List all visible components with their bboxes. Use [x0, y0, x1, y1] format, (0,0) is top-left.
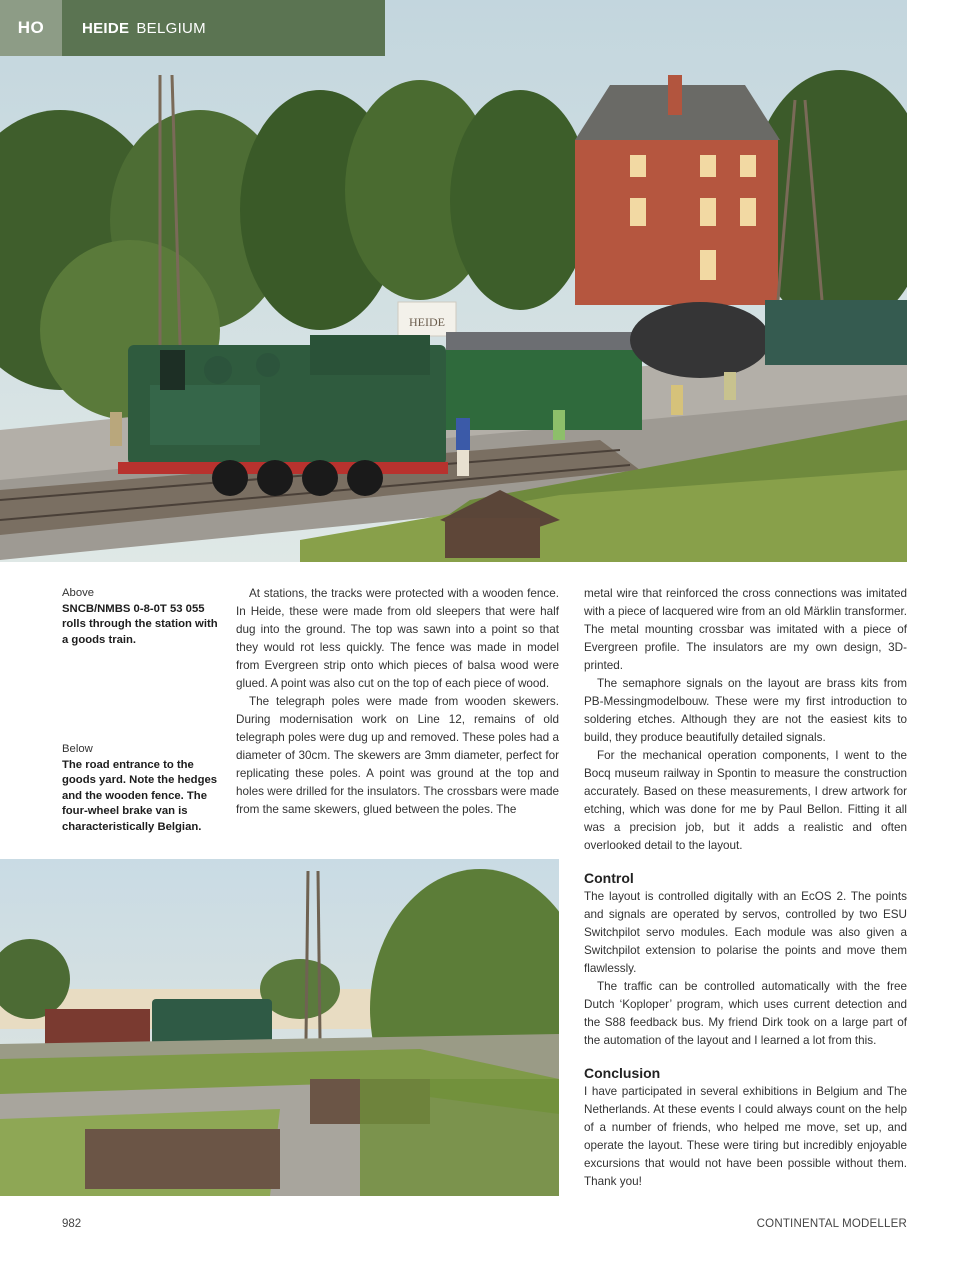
caption-above [62, 586, 222, 648]
layout-title [62, 0, 385, 56]
layout-name: HEIDE [82, 19, 130, 37]
paragraph: At stations, the tracks were protected with a wooden fence. In Heide, these were made from old sleepers that were half dug into the ground. The top was sawn into a point so that they would rot less quickly. The fence was made in model from Evergreen strip onto which pieces of balsa wood were glued. A point was also cut on the top of each piece of wood. [236, 587, 559, 690]
caption-above-text: SNCB/NMBS 0-8-0T 53 055 rolls through the station with a goods train. [62, 602, 218, 646]
paragraph: The telegraph poles were made from wooden skewers. During modernisation work on Line 12, remains of old telegraph poles were dug up and removed. These poles had a diameter of 30cm. The skewers are 3mm diameter, perfect for replicating these poles. A point was ground at the top and holes were drilled for the insulators. The crossbars were made from the same skewers, glued between the poles. The [236, 695, 559, 816]
article-column-right [584, 585, 907, 1191]
scale-tag: HO [0, 0, 62, 56]
paragraph: For the mechanical operation components, I went to the Bocq museum railway in Spontin to measure the construction accurately. Based on these measurements, I drew artwork for etching, which was done for me by Paul Bellon. Fitting it all was a precision job, but it adds a realistic and often overlooked detail to the layout. [584, 749, 907, 852]
paragraph: The semaphore signals on the layout are brass kits from PB-Messingmodelbouw. These were my first introduction to soldering etches. Although they are not the easiest kits to build, they produce beautifully detailed signals. [584, 677, 907, 744]
layout-country: BELGIUM [136, 19, 206, 37]
caption-above-heading: Above [62, 587, 95, 599]
magazine-name: CONTINENTAL MODELLER [756, 1218, 907, 1230]
photo-steam-locomotive-station [0, 0, 907, 562]
station-sign: HEIDE [409, 315, 445, 329]
caption-below-heading: Below [62, 743, 93, 755]
section-heading-control: Control [584, 870, 634, 886]
section-heading-conclusion: Conclusion [584, 1065, 661, 1081]
paragraph: The layout is controlled digitally with an EcOS 2. The points and signals are operated by servos, controlled by two ESU Switchpilot servo modules. Each module was also given a Switchpilot extension to polarise the points and move them flawlessly. [584, 890, 907, 975]
caption-below-text: The road entrance to the goods yard. Note the hedges and the wooden fence. The four-wheel brake van is characteristically Belgian. [62, 758, 218, 833]
paragraph: I have participated in several exhibitions in Belgium and The Netherlands. At these events I could always count on the help of a number of friends, who helped me move, set up, and operate the layout. These were tiring but incredibly enjoyable excursions that would not have been possible without them. Thank you! [584, 1085, 907, 1188]
caption-below [62, 742, 222, 835]
article-column-middle [236, 585, 559, 819]
paragraph: metal wire that reinforced the cross connections was imitated with a piece of lacquered wire from an old Märklin transformer. The metal mounting crossbar was imitated with a piece of Evergreen profile. The insulators are my own design, 3D-printed. [584, 587, 907, 672]
page-number: 982 [62, 1218, 82, 1230]
section-header [0, 0, 385, 56]
photo-goods-yard-entrance [0, 859, 559, 1196]
paragraph: The traffic can be controlled automatically with the free Dutch ‘Koploper’ program, which uses current detection and the S88 feedback bus. My friend Dirk took on a large part of the automation of the layout and I learned a lot from this. [584, 980, 907, 1047]
